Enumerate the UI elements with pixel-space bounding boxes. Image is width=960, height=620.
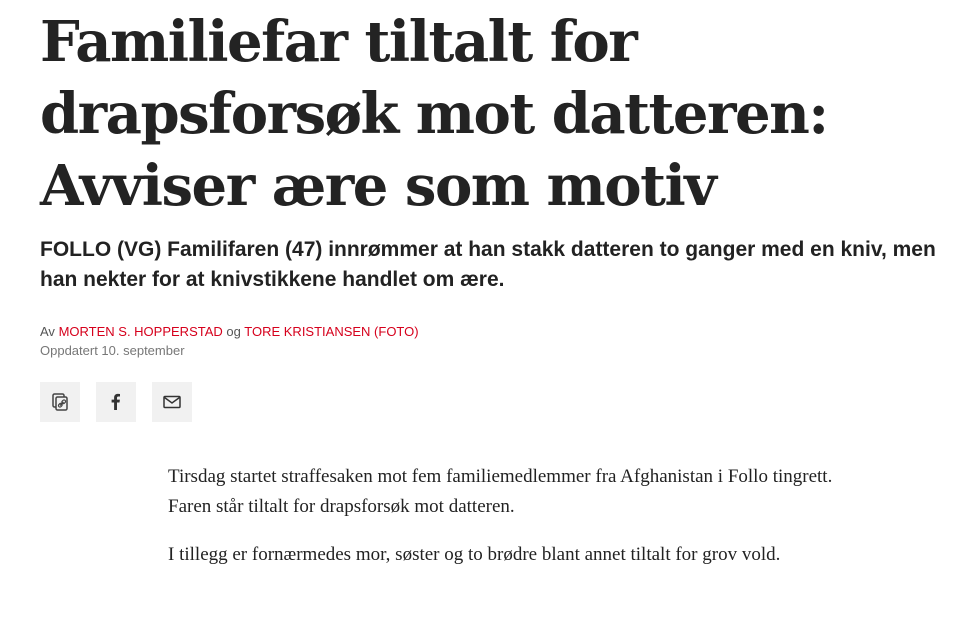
article-body <box>168 462 858 588</box>
updated-timestamp: Oppdatert 10. september <box>40 343 185 358</box>
facebook-icon <box>106 392 126 412</box>
share-toolbar <box>40 382 192 422</box>
facebook-share-button[interactable] <box>96 382 136 422</box>
copy-link-button[interactable] <box>40 382 80 422</box>
article-lede: FOLLO (VG) Familifaren (47) innrømmer at han stakk datteren to ganger med en kniv, men han nekter for at knivstikkene handlet om ære. <box>40 238 936 291</box>
article-paragraph: I tillegg er fornærmedes mor, søster og to brødre blant annet tiltalt for grov vold. <box>168 544 781 565</box>
mail-share-button[interactable] <box>152 382 192 422</box>
article-paragraph: Tirsdag startet straffesaken mot fem familiemedlemmer fra Afghanistan i Follo tingrett. Faren står tiltalt for drapsforsøk mot datteren. <box>168 466 833 517</box>
article-headline: Familiefar tiltalt for drapsforsøk mot datteren: Avviser ære som motiv <box>40 9 828 219</box>
author-link-hopperstad[interactable]: MORTEN S. HOPPERSTAD <box>58 324 223 339</box>
byline <box>40 324 419 339</box>
author-link-kristiansen[interactable]: TORE KRISTIANSEN (FOTO) <box>244 324 419 339</box>
byline-joiner: og <box>226 324 241 339</box>
byline-prefix: Av <box>40 324 55 339</box>
copy-link-icon <box>50 392 70 412</box>
mail-icon <box>162 392 182 412</box>
